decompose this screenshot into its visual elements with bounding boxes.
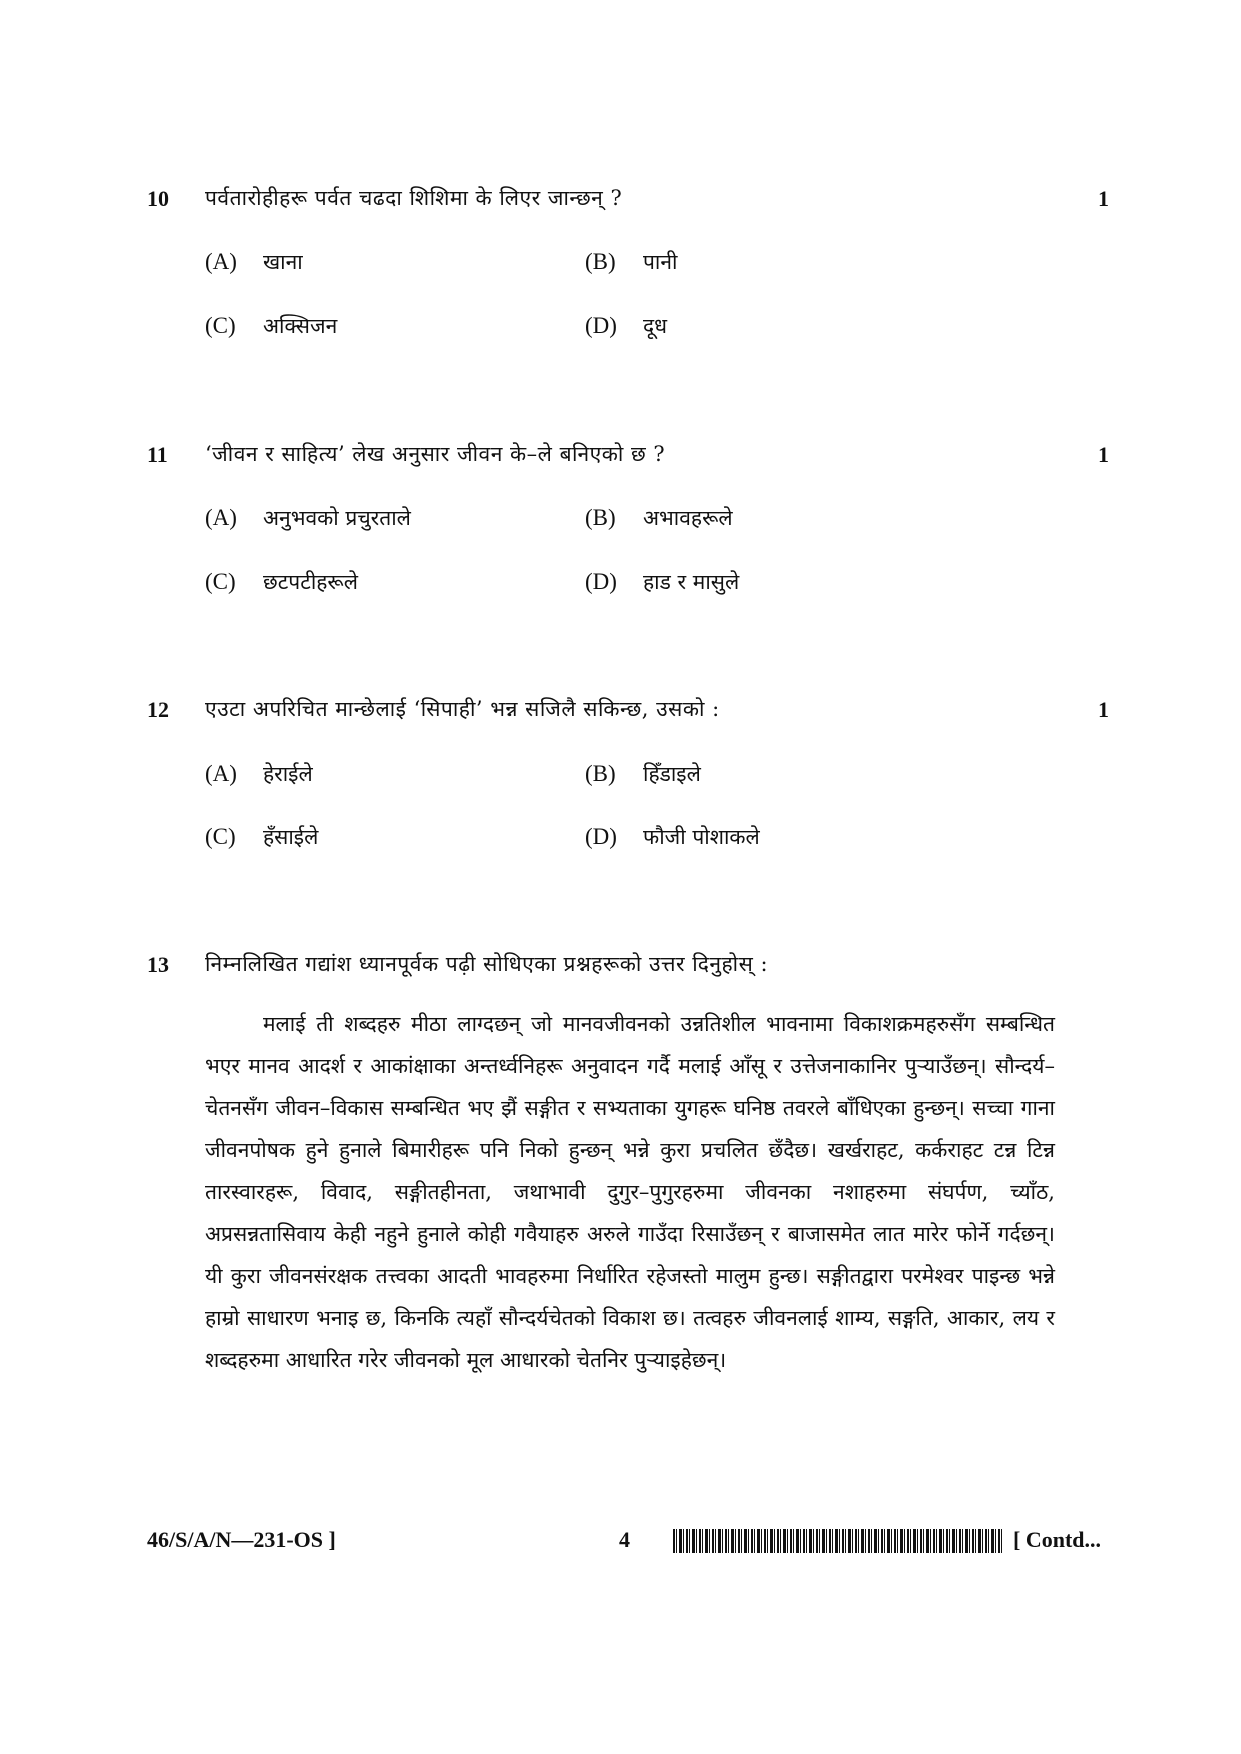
question-12-option-d — [585, 823, 760, 851]
option-label: (A) — [205, 761, 237, 786]
option-label: (B) — [585, 761, 616, 786]
option-text: छटपटीहरूले — [263, 570, 358, 594]
question-12-option-a — [205, 760, 313, 788]
question-11-number: 11 — [147, 442, 168, 467]
option-text: हिँडाइले — [643, 762, 701, 786]
footer-paper-code: 46/S/A/N—231-OS ] — [147, 1527, 336, 1552]
option-text: अभावहरूले — [643, 506, 733, 530]
question-11-option-a — [205, 504, 411, 532]
option-label: (D) — [585, 313, 617, 338]
footer-page-number: 4 — [619, 1527, 630, 1552]
question-10-option-d — [585, 312, 667, 340]
option-text: फौजी पोशाकले — [643, 825, 760, 849]
question-10-marks: 1 — [1098, 186, 1109, 211]
option-text: अक्सिजन — [263, 314, 338, 338]
option-label: (D) — [585, 824, 617, 849]
option-label: (A) — [205, 505, 237, 530]
question-12-number: 12 — [147, 697, 169, 722]
option-label: (A) — [205, 249, 237, 274]
footer-continued: [ Contd... — [1013, 1527, 1102, 1552]
option-text: दूध — [643, 314, 668, 338]
question-10-number: 10 — [147, 186, 169, 211]
question-10-option-c — [205, 312, 337, 340]
option-label: (B) — [585, 505, 616, 530]
question-13-text: निम्नलिखित गद्यांश ध्यानपूर्वक पढ़ी सोधिएका प्रश्नहरूको उत्तर दिनुहोस् : — [205, 952, 769, 976]
option-label: (C) — [205, 313, 236, 338]
question-13-number: 13 — [147, 952, 169, 977]
barcode-icon — [673, 1529, 1003, 1553]
option-text: पानी — [643, 250, 678, 274]
question-12-option-b — [585, 760, 701, 788]
option-label: (B) — [585, 249, 616, 274]
question-11-option-c — [205, 568, 358, 596]
option-text: हँसाईले — [263, 825, 319, 849]
question-11-marks: 1 — [1098, 442, 1109, 467]
option-text: खाना — [263, 250, 303, 274]
question-11-option-d — [585, 568, 739, 596]
question-10-text: पर्वतारोहीहरू पर्वत चढदा शिशिमा के लिएर जान्छन् ? — [205, 186, 623, 210]
question-11-text: ‘जीवन र साहित्य’ लेख अनुसार जीवन के–ले बनिएको छ ? — [205, 442, 666, 466]
option-label: (D) — [585, 569, 617, 594]
question-11-option-b — [585, 504, 733, 532]
question-12-option-c — [205, 823, 318, 851]
question-13-passage: मलाई ती शब्दहरु मीठा लाग्दछन् जो मानवजीवनको उन्नतिशील भावनामा विकाशक्रमहरुसँग सम्बन्धित भएर मानव आदर्श र आकांक्षाका अन्तर्ध्वनिहरू अनुवादन गर्दै मलाई आँसू र उत्तेजनाकानिर पुऱ्याउँछन्। सौन्दर्य–चेतनसँग जीवन–विकास सम्बन्धित भए झैं सङ्गीत र सभ्यताका युगहरू घनिष्ठ तवरले बाँधिएका हुन्छन्। सच्चा गाना जीवनपोषक हुने हुनाले बिमारीहरू पनि निको हुन्छन् भन्ने कुरा प्रचलित छँदैछ। खर्खराहट, कर्कराहट टन्न टिन्न तारस्वारहरू, विवाद, सङ्गीतहीनता, जथाभावी दुगुर–पुगुरहरुमा जीवनका नशाहरुमा संघर्पण, च्याँठ, अप्रसन्नतासिवाय केही नहुने हुनाले कोही गवैयाहरु अरुले गाउँदा रिसाउँछन् र बाजासमेत लात मारेर फोर्ने गर्दछन्। यी कुरा जीवनसंरक्षक तत्त्वका आदती भावहरुमा निर्धारित रहेजस्तो मालुम हुन्छ। सङ्गीतद्वारा परमेश्वर पाइन्छ भन्ने हाम्रो साधारण भनाइ छ, किनकि त्यहाँ सौन्दर्यचेतको विकाश छ। तत्वहरु जीवनलाई शाम्य, सङ्गति, आकार, लय र शब्दहरुमा आधारित गरेर जीवनको मूल आधारको चेतनिर पुऱ्याइहेछन्। — [205, 1012, 1055, 1372]
option-label: (C) — [205, 824, 236, 849]
question-10-option-a — [205, 248, 303, 276]
option-text: हेराईले — [263, 762, 313, 786]
option-text: हाड र मासुले — [643, 570, 740, 594]
question-12-marks: 1 — [1098, 697, 1109, 722]
option-label: (C) — [205, 569, 236, 594]
question-10-option-b — [585, 248, 677, 276]
option-text: अनुभवको प्रचुरताले — [263, 506, 411, 530]
question-12-text: एउटा अपरिचित मान्छेलाई ‘सिपाही’ भन्न सजिलै सकिन्छ, उसको : — [205, 697, 720, 721]
